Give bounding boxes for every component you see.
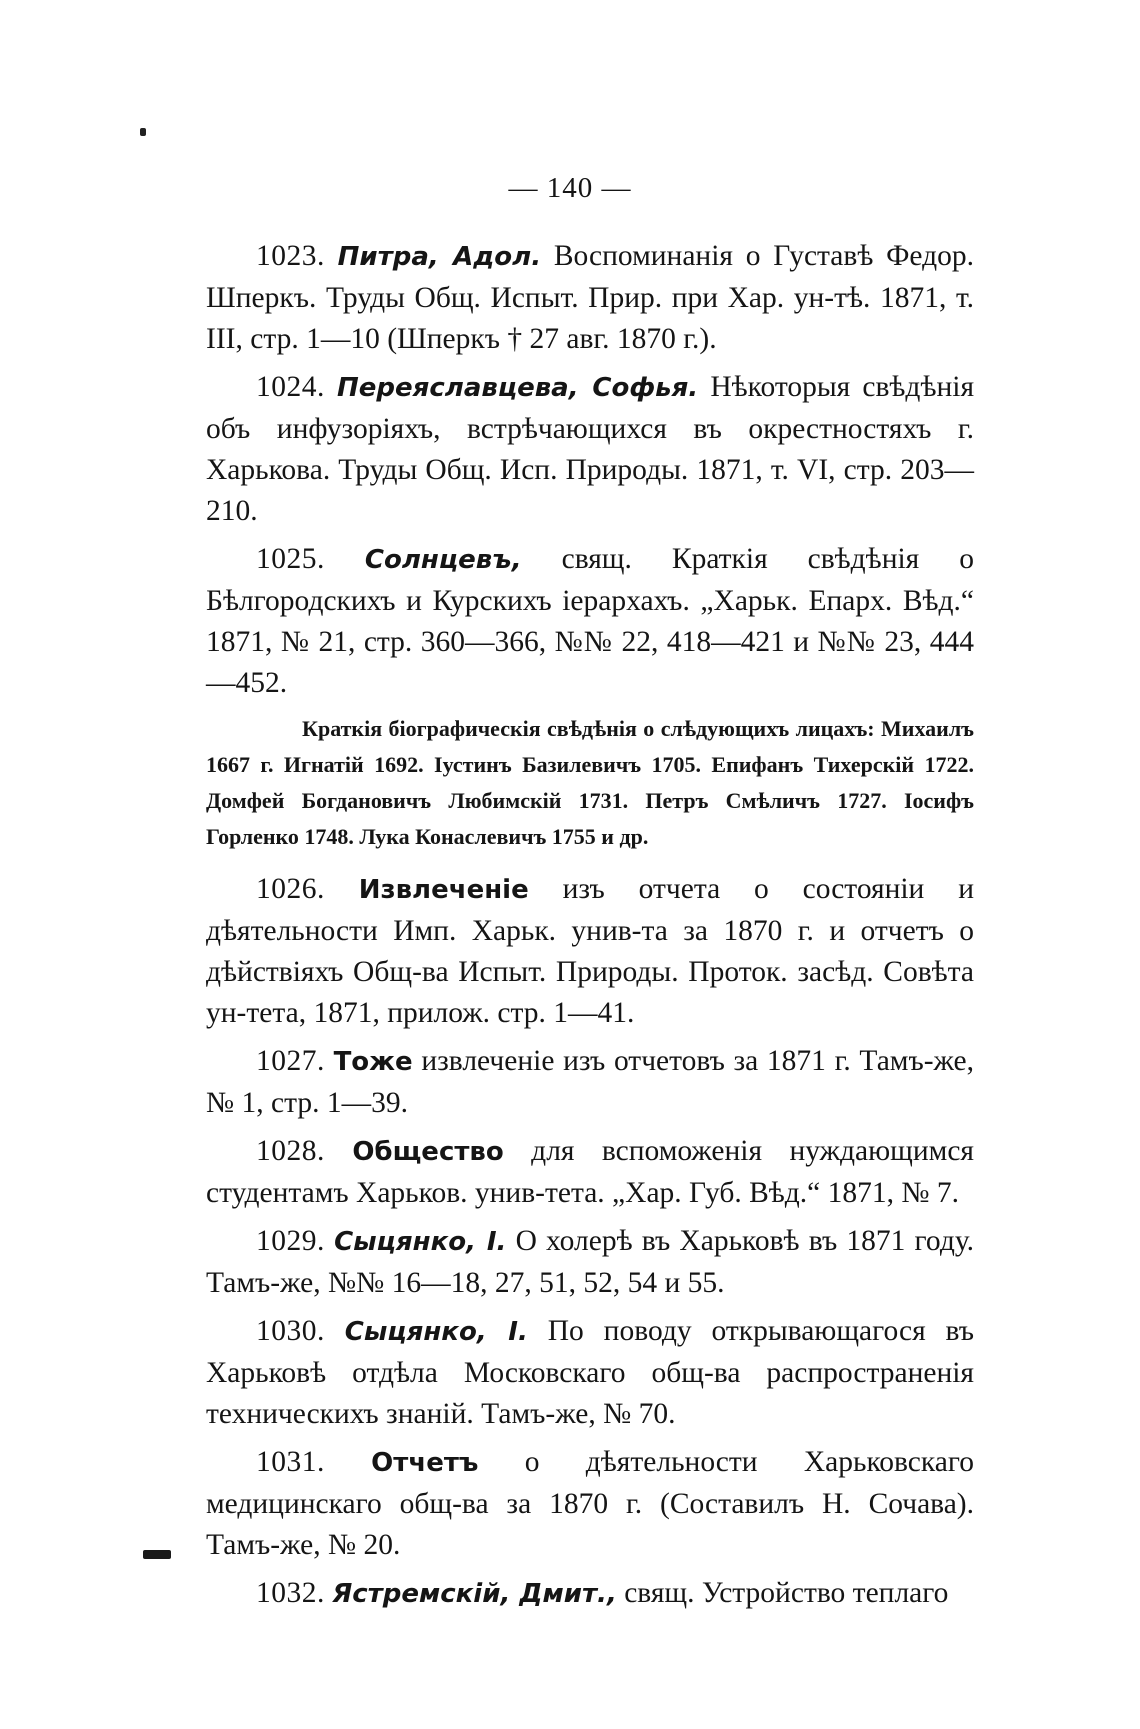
bibliography-list	[206, 236, 974, 1622]
entry-number: 1027.	[256, 1045, 325, 1077]
entry-1030	[206, 1311, 974, 1435]
entry-number: 1025.	[256, 543, 325, 575]
entry-text: для вспоможенія нуждающимся студентамъ Харьков. унив-тета. „Хар. Губ. Вѣд.“ 1871, № 7.	[206, 1135, 975, 1209]
page-number: — 140 —	[508, 172, 632, 204]
entry-number: 1031.	[256, 1446, 325, 1478]
entry-heading: Тоже	[333, 1047, 413, 1077]
entry-number: 1029.	[256, 1225, 325, 1257]
entry-heading: Общество	[352, 1137, 504, 1167]
entry-text: о дѣятельности Харьковскаго медицинскаго общ-ва за 1870 г. (Составилъ Н. Сочава). Тамъ-же, № 20.	[206, 1446, 974, 1561]
entry-text: О холерѣ въ Харьковѣ въ 1871 году. Тамъ-же, №№ 16—18, 27, 51, 52, 54 и 55.	[206, 1225, 975, 1299]
entry-number: 1032.	[256, 1577, 325, 1609]
entry-1032	[206, 1573, 974, 1615]
entry-heading: Извлеченіе	[358, 875, 529, 905]
entry-number: 1024.	[256, 371, 325, 403]
print-speck	[140, 128, 146, 136]
entry-1028	[206, 1131, 974, 1214]
entry-1026	[206, 869, 974, 1034]
entry-text: свящ. Устройство теплаго	[616, 1577, 949, 1609]
entry-text: изъ отчета о состояніи и дѣятельности Имп. Харьк. унив-та за 1870 г. и отчетъ о дѣйствіяхъ Общ-ва Испыт. Природы. Проток. засѣд. Совѣта ун-тета, 1871, прилож. стр. 1—41.	[206, 873, 974, 1029]
entry-number: 1028.	[256, 1135, 325, 1167]
entry-note: Краткія біографическія свѣдѣнія о слѣдующихъ лицахъ: Михаилъ 1667 г. Игнатій 1692. Іустинъ Базилевичъ 1705. Епифанъ Тихерскій 1722. Домфей Богдановичъ Любимскій 1731. Петръ Смѣличъ 1727. Іосифъ Горленко 1748. Лука Конаслевичъ 1755 и др.	[206, 716, 974, 849]
print-smudge	[143, 1550, 171, 1559]
entry-text: По поводу открывающагося въ Харьковѣ отдѣла Московскаго общ-ва распространенія техническихъ знаній. Тамъ-же, № 70.	[206, 1315, 975, 1430]
entry-1027	[206, 1041, 974, 1124]
entry-heading: Отчетъ	[371, 1448, 479, 1478]
entry-author: Солнцевъ,	[364, 545, 522, 575]
entry-number: 1023.	[256, 240, 325, 272]
entry-text: Нѣкоторыя свѣдѣнія объ инфузоріяхъ, встрѣчающихся въ окрестностяхъ г. Харькова. Труды Общ. Исп. Природы. 1871, т. VI, стр. 203—210.	[206, 371, 975, 527]
entry-text: свящ. Краткія свѣдѣнія о Бѣлгородскихъ и Курскихъ іерархахъ. „Харьк. Епарх. Вѣд.“ 1871, № 21, стр. 360—366, №№ 22, 418—421 и №№ 23, 444 —452.	[206, 543, 974, 699]
entry-author: Переяславцева, Софья.	[337, 373, 699, 403]
entry-1024	[206, 367, 974, 532]
entry-number: 1030.	[256, 1315, 325, 1347]
entry-1023	[206, 236, 974, 360]
entry-1031	[206, 1442, 974, 1566]
entry-1025	[206, 539, 974, 704]
entry-author: Питра, Адол.	[337, 242, 542, 272]
entry-author: Сыцянко, І.	[344, 1317, 528, 1347]
entry-1029	[206, 1221, 974, 1304]
entry-number: 1026.	[256, 873, 325, 905]
entry-author: Ястремскій, Дмит.,	[332, 1579, 617, 1609]
entry-text: Воспоминанія о Густавѣ Федор. Шперкъ. Труды Общ. Испыт. Прир. при Хар. ун-тѣ. 1871, т. III, стр. 1—10 (Шперкъ † 27 авг. 1870 г.).	[206, 240, 974, 355]
entry-author: Сыцянко, І.	[334, 1227, 507, 1257]
entry-text: извлеченіе изъ отчетовъ за 1871 г. Тамъ-же, № 1, стр. 1—39.	[206, 1045, 975, 1119]
